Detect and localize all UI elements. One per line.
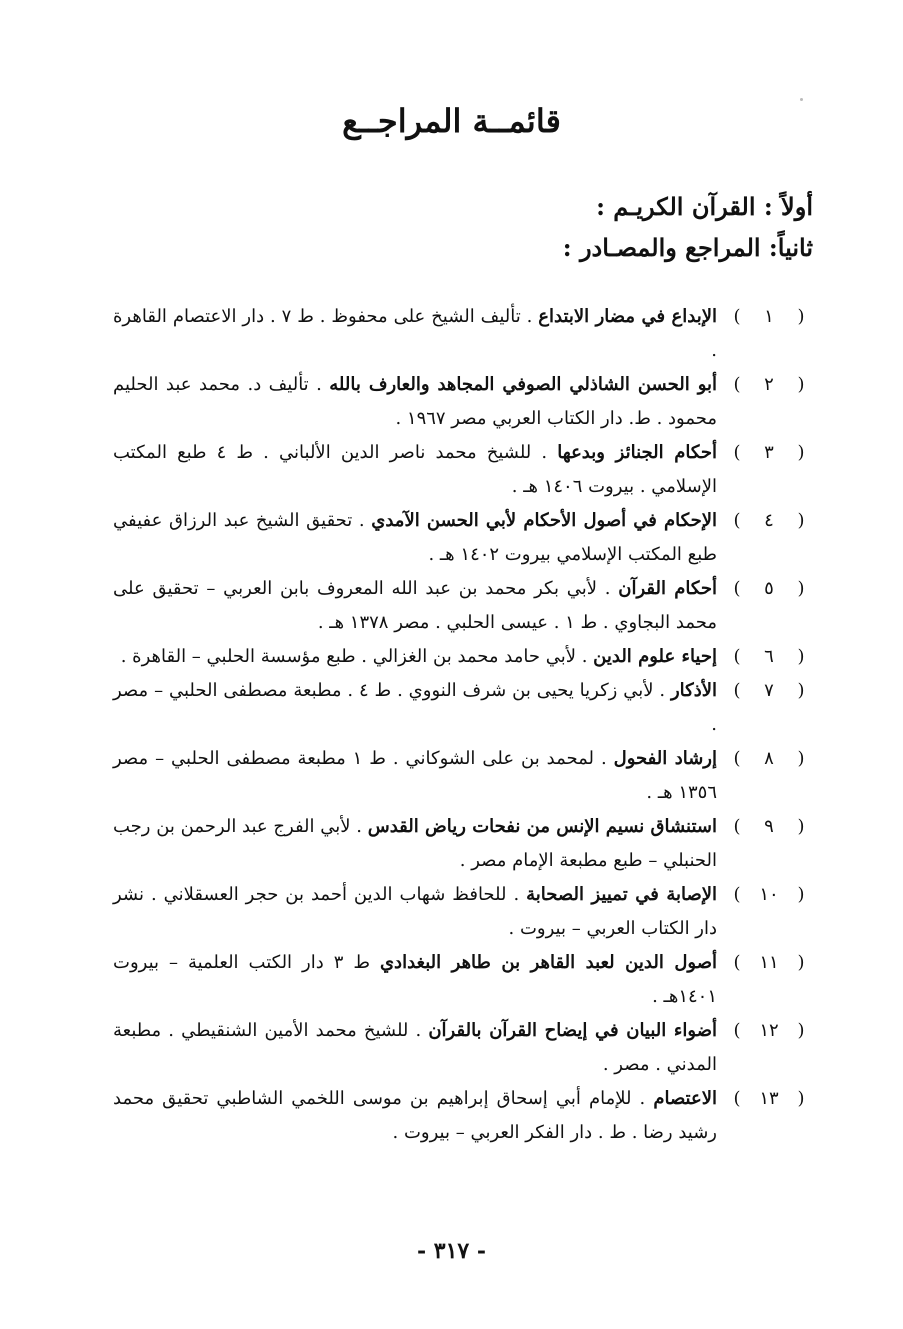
reference-item <box>113 946 813 1014</box>
reference-number: (١٠) <box>733 884 805 905</box>
reference-number: (٤) <box>733 510 805 531</box>
reference-text <box>113 810 717 878</box>
reference-item <box>113 572 813 640</box>
reference-details: . تحقيق الشيخ عبد الرزاق عفيفي طبع المكتب الإسلامي بيروت ١٤٠٢ هـ . <box>113 510 717 565</box>
reference-text <box>113 742 717 810</box>
reference-number: (١١) <box>733 952 805 973</box>
reference-title: أحكام القرآن <box>618 578 717 599</box>
reference-item <box>113 640 813 674</box>
reference-item <box>113 1082 813 1150</box>
reference-title: أبو الحسن الشاذلي الصوفي المجاهد والعارف بالله <box>329 374 718 395</box>
reference-item <box>113 810 813 878</box>
reference-text <box>113 504 717 572</box>
reference-item <box>113 368 813 436</box>
reference-title: الإبداع في مضار الابتداع <box>538 306 717 327</box>
reference-item <box>113 742 813 810</box>
reference-number: (٨) <box>733 748 805 769</box>
reference-number: (٧) <box>733 680 805 701</box>
reference-details: . للشيخ محمد الأمين الشنقيطي . مطبعة المدني . مصر . <box>113 1020 717 1075</box>
reference-details: . للشيخ محمد ناصر الدين الألباني . ط ٤ طبع المكتب الإسلامي . بيروت ١٤٠٦ هـ . <box>113 442 717 497</box>
reference-list <box>113 300 813 1150</box>
reference-details: . لأبي الفرج عبد الرحمن بن رجب الحنبلي – طبع مطبعة الإمام مصر . <box>113 816 717 871</box>
reference-title: الاعتصام <box>653 1088 717 1109</box>
reference-item <box>113 674 813 742</box>
reference-item <box>113 878 813 946</box>
reference-details: ط ٣ دار الكتب العلمية – بيروت ١٤٠١هـ . <box>113 952 717 1007</box>
reference-details: . لأبي بكر محمد بن عبد الله المعروف بابن العربي – تحقيق على محمد البجاوي . ط ١ . عيسى الحلبي . مصر ١٣٧٨ هـ . <box>113 578 717 633</box>
reference-title: الإصابة في تمييز الصحابة <box>526 884 718 905</box>
reference-text <box>113 436 717 504</box>
reference-title: أضواء البيان في إيضاح القرآن بالقرآن <box>428 1020 717 1041</box>
section-heading-references: ثانياً: المراجع والمصـادر : <box>562 233 813 262</box>
reference-text <box>113 878 717 946</box>
reference-item <box>113 504 813 572</box>
reference-details: . تأليف الشيخ على محفوظ . ط ٧ . دار الاعتصام القاهرة . <box>113 306 717 361</box>
reference-title: الإحكام في أصول الأحكام لأبي الحسن الآمدي <box>371 510 717 531</box>
reference-number: (٢) <box>733 374 805 395</box>
page-title: قائمــة المراجــع <box>342 102 561 140</box>
reference-number: (٩) <box>733 816 805 837</box>
reference-details: . لأبي زكريا يحيى بن شرف النووي . ط ٤ . مطبعة مصطفى الحلبي – مصر . <box>113 680 717 735</box>
reference-number: (٣) <box>733 442 805 463</box>
reference-details: . للإمام أبي إسحاق إبراهيم بن موسى اللخمي الشاطبي تحقيق محمد رشيد رضا . ط . دار الفكر العربي – بيروت . <box>113 1088 717 1143</box>
reference-text <box>113 572 717 640</box>
reference-text <box>113 1082 717 1150</box>
reference-number: (١٣) <box>733 1088 805 1109</box>
reference-details: . لمحمد بن على الشوكاني . ط ١ مطبعة مصطفى الحلبي – مصر ١٣٥٦ هـ . <box>113 748 717 803</box>
reference-text <box>113 640 717 674</box>
reference-item <box>113 1014 813 1082</box>
reference-text <box>113 946 717 1014</box>
reference-item <box>113 300 813 368</box>
reference-number: (٦) <box>733 646 805 667</box>
reference-details: . لأبي حامد محمد بن الغزالي . طبع مؤسسة الحلبي – القاهرة . <box>120 646 594 667</box>
reference-number: (٥) <box>733 578 805 599</box>
reference-title: أصول الدين لعبد القاهر بن طاهر البغدادي <box>379 952 717 973</box>
reference-title: استنشاق نسيم الإنس من نفحات رياض القدس <box>367 816 718 837</box>
reference-title: أحكام الجنائز وبدعها <box>557 442 717 463</box>
reference-title: إحياء علوم الدين <box>593 646 717 667</box>
reference-title: الأذكار <box>670 680 718 701</box>
reference-text <box>113 1014 717 1082</box>
reference-details: . للحافظ شهاب الدين أحمد بن حجر العسقلاني . نشر دار الكتاب العربي – بيروت . <box>113 884 717 939</box>
reference-number: (١٢) <box>733 1020 805 1041</box>
scan-speck <box>800 98 803 101</box>
reference-details: . تأليف د. محمد عبد الحليم محمود . ط. دار الكتاب العربي مصر ١٩٦٧ . <box>113 374 717 429</box>
reference-text <box>113 300 717 368</box>
reference-item <box>113 436 813 504</box>
section-heading-quran: أولاً : القرآن الكريـم : <box>596 192 813 221</box>
reference-text <box>113 674 717 742</box>
reference-text <box>113 368 717 436</box>
reference-number: (١) <box>733 306 805 327</box>
reference-title: إرشاد الفحول <box>613 748 717 769</box>
page-number: - ٣١٧ - <box>416 1238 487 1264</box>
